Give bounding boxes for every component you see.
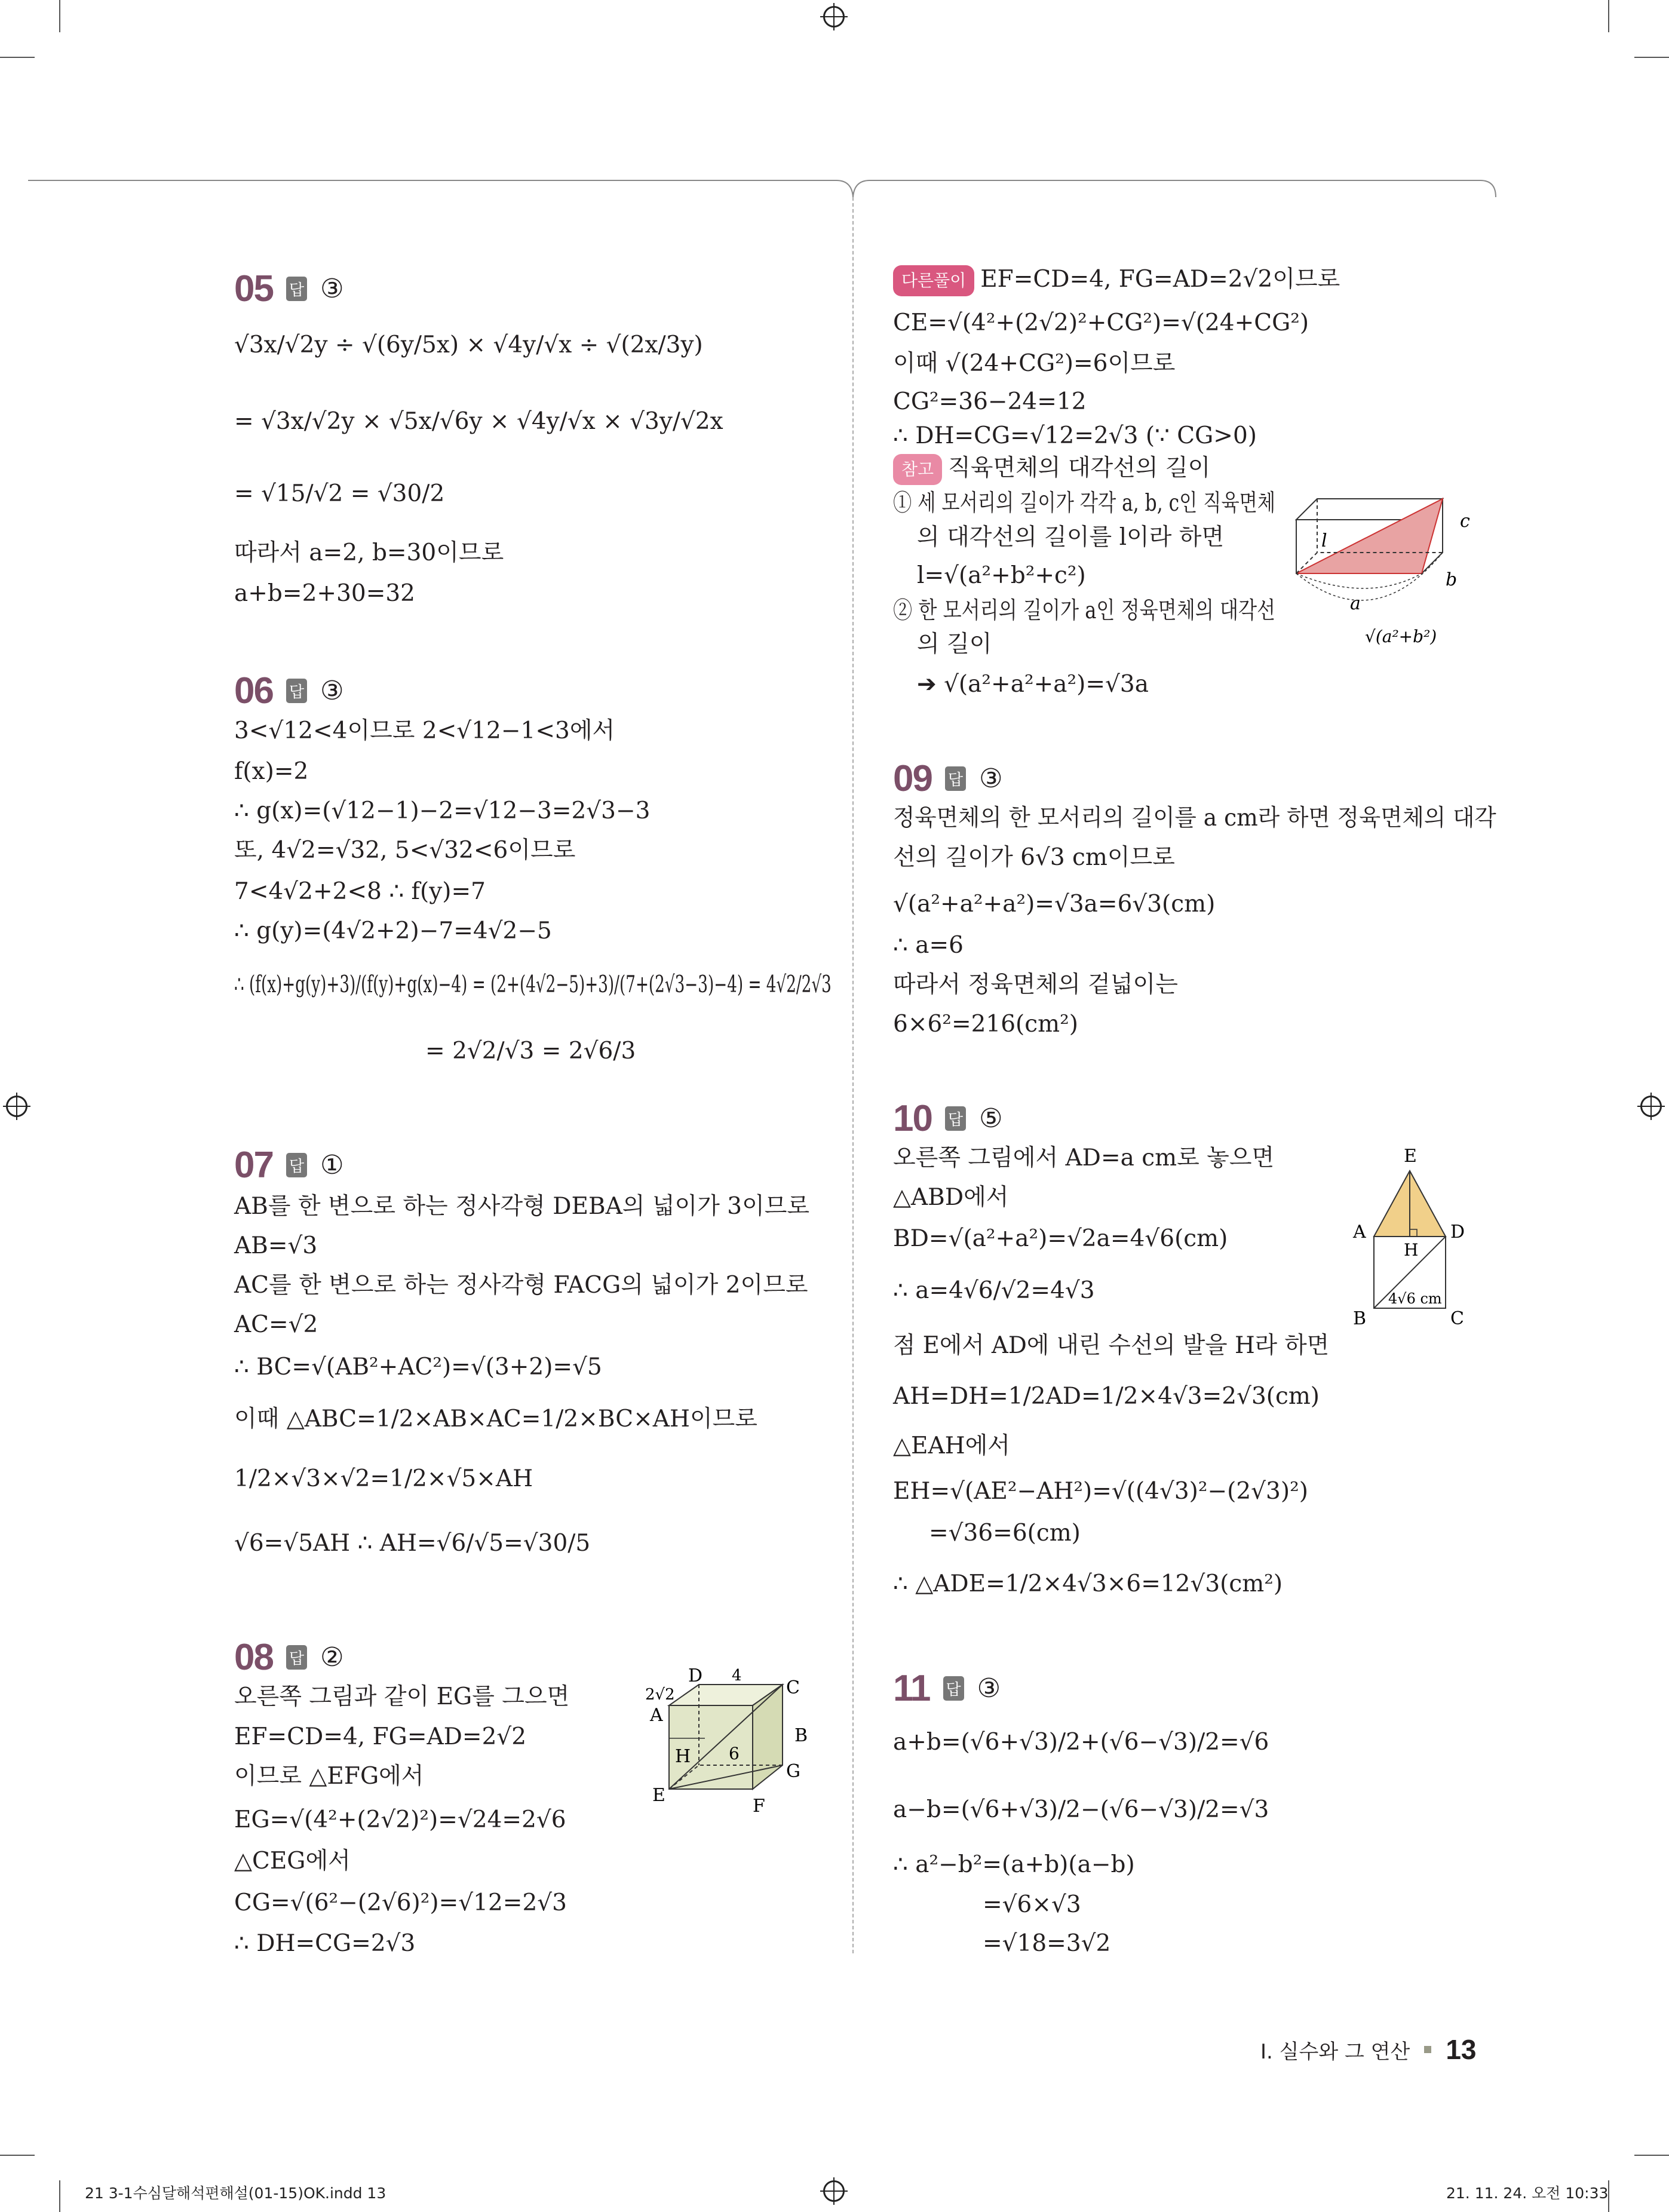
label-D: D <box>688 1667 703 1686</box>
solution-line: ① 세 모서리의 길이가 각각 a, b, c인 직육면체 <box>893 490 1276 517</box>
crop-mark <box>0 57 35 58</box>
label-b: b <box>1446 569 1458 590</box>
solution-line: √3x/√2y ÷ √(6y/5x) × √4y/√x ÷ √(2x/3y) <box>234 332 703 358</box>
problem-header-05 <box>234 268 344 310</box>
label-C: C <box>1450 1308 1464 1329</box>
solution-line: ② 한 모서리의 길이가 a인 정육면체의 대각선 <box>893 597 1276 624</box>
note-badge: 참고 <box>893 454 942 485</box>
page-footer <box>1260 2033 1477 2066</box>
solution-line: 3<√12<4이므로 2<√12−1<3에서 <box>234 717 615 744</box>
solution-line: 7<4√2+2<8 ∴ f(y)=7 <box>234 878 486 905</box>
label-c: c <box>1460 511 1470 532</box>
crop-mark <box>1608 0 1609 32</box>
problem-header-08 <box>234 1636 344 1679</box>
answer-choice: ③ <box>977 1673 1001 1704</box>
bullet-icon <box>1424 2046 1431 2053</box>
answer-badge-icon: 답 <box>286 1645 307 1670</box>
solution-line: ∴ a=6 <box>893 932 964 959</box>
solution-line: 또, 4√2=√32, 5<√32<6이므로 <box>234 837 576 864</box>
solution-line: 따라서 정육면체의 겉넓이는 <box>893 971 1178 998</box>
registration-mark <box>823 6 845 27</box>
solution-line: CG=√(6²−(2√6)²)=√12=2√3 <box>234 1889 567 1916</box>
problem-header-07 <box>234 1144 344 1186</box>
solution-line: AC를 한 변으로 하는 정사각형 FACG의 넓이가 2이므로 <box>234 1272 808 1299</box>
solution-line: AC=√2 <box>234 1311 318 1338</box>
alternative-solution-badge: 다른풀이 <box>893 265 974 296</box>
label-D: D <box>1450 1222 1465 1242</box>
solution-line: 1/2×√3×√2=1/2×√5×AH <box>234 1465 533 1492</box>
solution-line: 오른쪽 그림과 같이 EG를 그으면 <box>234 1683 570 1710</box>
page-number: 13 <box>1446 2034 1477 2065</box>
solution-line: 점 E에서 AD에 내린 수선의 발을 H라 하면 <box>893 1332 1330 1359</box>
label-H: H <box>1404 1240 1419 1260</box>
slug-file: 21 3-1수심달해석편해설(01-15)OK.indd 13 <box>85 2185 386 2202</box>
solution-line: ∴ a²−b²=(a+b)(a−b) <box>893 1851 1135 1878</box>
solution-line: BD=√(a²+a²)=√2a=4√6(cm) <box>893 1225 1228 1252</box>
label-B: B <box>1353 1308 1367 1329</box>
label-edge-top: 4 <box>732 1667 742 1685</box>
header-rule <box>0 173 1669 209</box>
problem-header-11 <box>893 1667 1001 1710</box>
solution-line: 정육면체의 한 모서리의 길이를 a cm라 하면 정육면체의 대각 <box>893 805 1496 832</box>
answer-badge-icon: 답 <box>286 277 307 301</box>
solution-line: ∴ DH=CG=√12=2√3 (∵ CG>0) <box>893 422 1257 449</box>
solution-line: ∴ (f(x)+g(y)+3)/(f(y)+g(x)−4) = (2+(4√2−5)+3)/(7+(2√3−3)−4) = 4√2/2√3 <box>234 971 832 998</box>
problem-header-06 <box>234 670 344 712</box>
label-l: l <box>1321 530 1327 551</box>
solution-line: 이때 △ABC=1/2×AB×AC=1/2×BC×AH이므로 <box>234 1406 757 1432</box>
label-A: A <box>1353 1222 1366 1242</box>
problem-number: 05 <box>234 268 273 309</box>
slug-timestamp: 21. 11. 24. 오전 10:33 <box>1446 2185 1609 2202</box>
solution-line: ∴ DH=CG=2√3 <box>234 1930 416 1957</box>
registration-mark <box>823 2180 845 2202</box>
answer-badge-icon: 답 <box>945 766 966 791</box>
solution-line: CG²=36−24=12 <box>893 388 1087 415</box>
solution-line: = 2√2/√3 = 2√6/3 <box>425 1038 636 1064</box>
registration-mark <box>1640 1096 1662 1117</box>
label-B: B <box>794 1725 808 1746</box>
solution-line: △EAH에서 <box>893 1432 1010 1459</box>
chapter-title: Ⅰ. 실수와 그 연산 <box>1260 2039 1410 2064</box>
label-C: C <box>786 1677 800 1698</box>
label-edge-side: 2√2 <box>645 1686 675 1704</box>
cuboid-figure-note <box>1284 484 1481 651</box>
answer-badge-icon: 답 <box>943 1676 964 1701</box>
solution-line: ∴ △ADE=1/2×4√3×6=12√3(cm²) <box>893 1570 1283 1597</box>
answer-badge-icon: 답 <box>286 1153 307 1177</box>
solution-line: EH=√(AE²−AH²)=√((4√3)²−(2√3)²) <box>893 1478 1308 1505</box>
problem-number: 10 <box>893 1098 932 1139</box>
solution-line: f(x)=2 <box>234 758 309 785</box>
problem-number: 11 <box>893 1668 930 1709</box>
solution-line: = √3x/√2y × √5x/√6y × √4y/√x × √3y/√2x <box>234 408 723 435</box>
solution-line: △CEG에서 <box>234 1848 351 1874</box>
label-diagonal: 4√6 cm <box>1388 1290 1442 1307</box>
problem-number: 06 <box>234 670 273 711</box>
label-F: F <box>753 1796 765 1817</box>
problem-header-10 <box>893 1097 1003 1140</box>
problem-header-09 <box>893 757 1003 800</box>
note-heading <box>893 454 1210 485</box>
solution-line: AB를 한 변으로 하는 정사각형 DEBA의 넓이가 3이므로 <box>234 1193 810 1220</box>
solution-line: =√36=6(cm) <box>929 1520 1081 1547</box>
solution-line: 의 대각선의 길이를 l이라 하면 <box>917 524 1225 551</box>
answer-choice: ② <box>320 1642 344 1673</box>
answer-badge-icon: 답 <box>945 1106 966 1131</box>
solution-line: △ABD에서 <box>893 1184 1009 1211</box>
solution-line <box>893 265 1340 296</box>
problem-number: 08 <box>234 1637 273 1678</box>
answer-choice: ③ <box>979 763 1003 794</box>
label-G: G <box>786 1761 800 1782</box>
solution-line: AB=√3 <box>234 1232 318 1259</box>
solution-line: =√18=3√2 <box>983 1930 1111 1957</box>
solution-line-text: EF=CD=4, FG=AD=2√2이므로 <box>980 266 1340 293</box>
column-divider <box>852 197 854 1953</box>
solution-line: CE=√(4²+(2√2)²+CG²)=√(24+CG²) <box>893 309 1309 336</box>
solution-line: √(a²+a²+a²)=√3a=6√3(cm) <box>893 891 1216 918</box>
solution-line: 의 길이 <box>917 631 992 658</box>
solution-line: 따라서 a=2, b=30이므로 <box>234 539 504 566</box>
label-a: a <box>1350 593 1361 614</box>
solution-line: ➔ √(a²+a²+a²)=√3a <box>917 671 1149 698</box>
problem-number: 07 <box>234 1145 273 1186</box>
solution-line: ∴ g(y)=(4√2+2)−7=4√2−5 <box>234 918 552 944</box>
solution-line: 오른쪽 그림에서 AD=a cm로 놓으면 <box>893 1145 1275 1171</box>
solution-line: ∴ g(x)=(√12−1)−2=√12−3=2√3−3 <box>234 797 651 824</box>
answer-choice: ③ <box>320 676 344 706</box>
solution-line: ∴ a=4√6/√2=4√3 <box>893 1277 1095 1304</box>
problem-number: 09 <box>893 758 932 799</box>
answer-badge-icon: 답 <box>286 679 307 703</box>
solution-line: a+b=(√6+√3)/2+(√6−√3)/2=√6 <box>893 1729 1269 1756</box>
crop-mark <box>1634 2155 1669 2156</box>
solution-line: EG=√(4²+(2√2)²)=√24=2√6 <box>234 1806 566 1833</box>
label-ab: √(a²+b²) <box>1365 627 1437 646</box>
solution-line: l=√(a²+b²+c²) <box>917 562 1086 589</box>
cuboid-figure-08 <box>645 1667 824 1840</box>
note-title: 직육면체의 대각선의 길이 <box>948 455 1211 481</box>
label-A: A <box>650 1705 663 1726</box>
solution-line: ∴ BC=√(AB²+AC²)=√(3+2)=√5 <box>234 1354 602 1380</box>
solution-line: = √15/√2 = √30/2 <box>234 480 445 507</box>
label-diagonal: 6 <box>729 1744 740 1763</box>
registration-mark <box>6 1096 27 1117</box>
solution-line: a−b=(√6+√3)/2−(√6−√3)/2=√3 <box>893 1796 1269 1823</box>
crop-mark <box>59 0 60 32</box>
crop-mark <box>59 2180 60 2212</box>
solution-line: √6=√5AH ∴ AH=√6/√5=√30/5 <box>234 1530 591 1557</box>
answer-choice: ① <box>320 1150 344 1180</box>
solution-line: AH=DH=1/2AD=1/2×4√3=2√3(cm) <box>893 1383 1320 1410</box>
solution-line: a+b=2+30=32 <box>234 580 415 607</box>
crop-mark <box>0 2155 35 2156</box>
solution-line: 이때 √(24+CG²)=6이므로 <box>893 350 1176 377</box>
label-E: E <box>652 1785 665 1806</box>
solution-line: EF=CD=4, FG=AD=2√2 <box>234 1723 527 1750</box>
solution-line: 6×6²=216(cm²) <box>893 1011 1078 1038</box>
solution-line: 선의 길이가 6√3 cm이므로 <box>893 844 1175 871</box>
solution-line: =√6×√3 <box>983 1891 1081 1918</box>
solution-line: 이므로 △EFG에서 <box>234 1763 424 1790</box>
triangle-square-figure-10 <box>1344 1141 1487 1338</box>
answer-choice: ⑤ <box>979 1103 1003 1134</box>
crop-mark <box>1634 57 1669 58</box>
label-H: H <box>675 1746 691 1767</box>
label-E: E <box>1404 1146 1417 1167</box>
answer-choice: ③ <box>320 274 344 304</box>
